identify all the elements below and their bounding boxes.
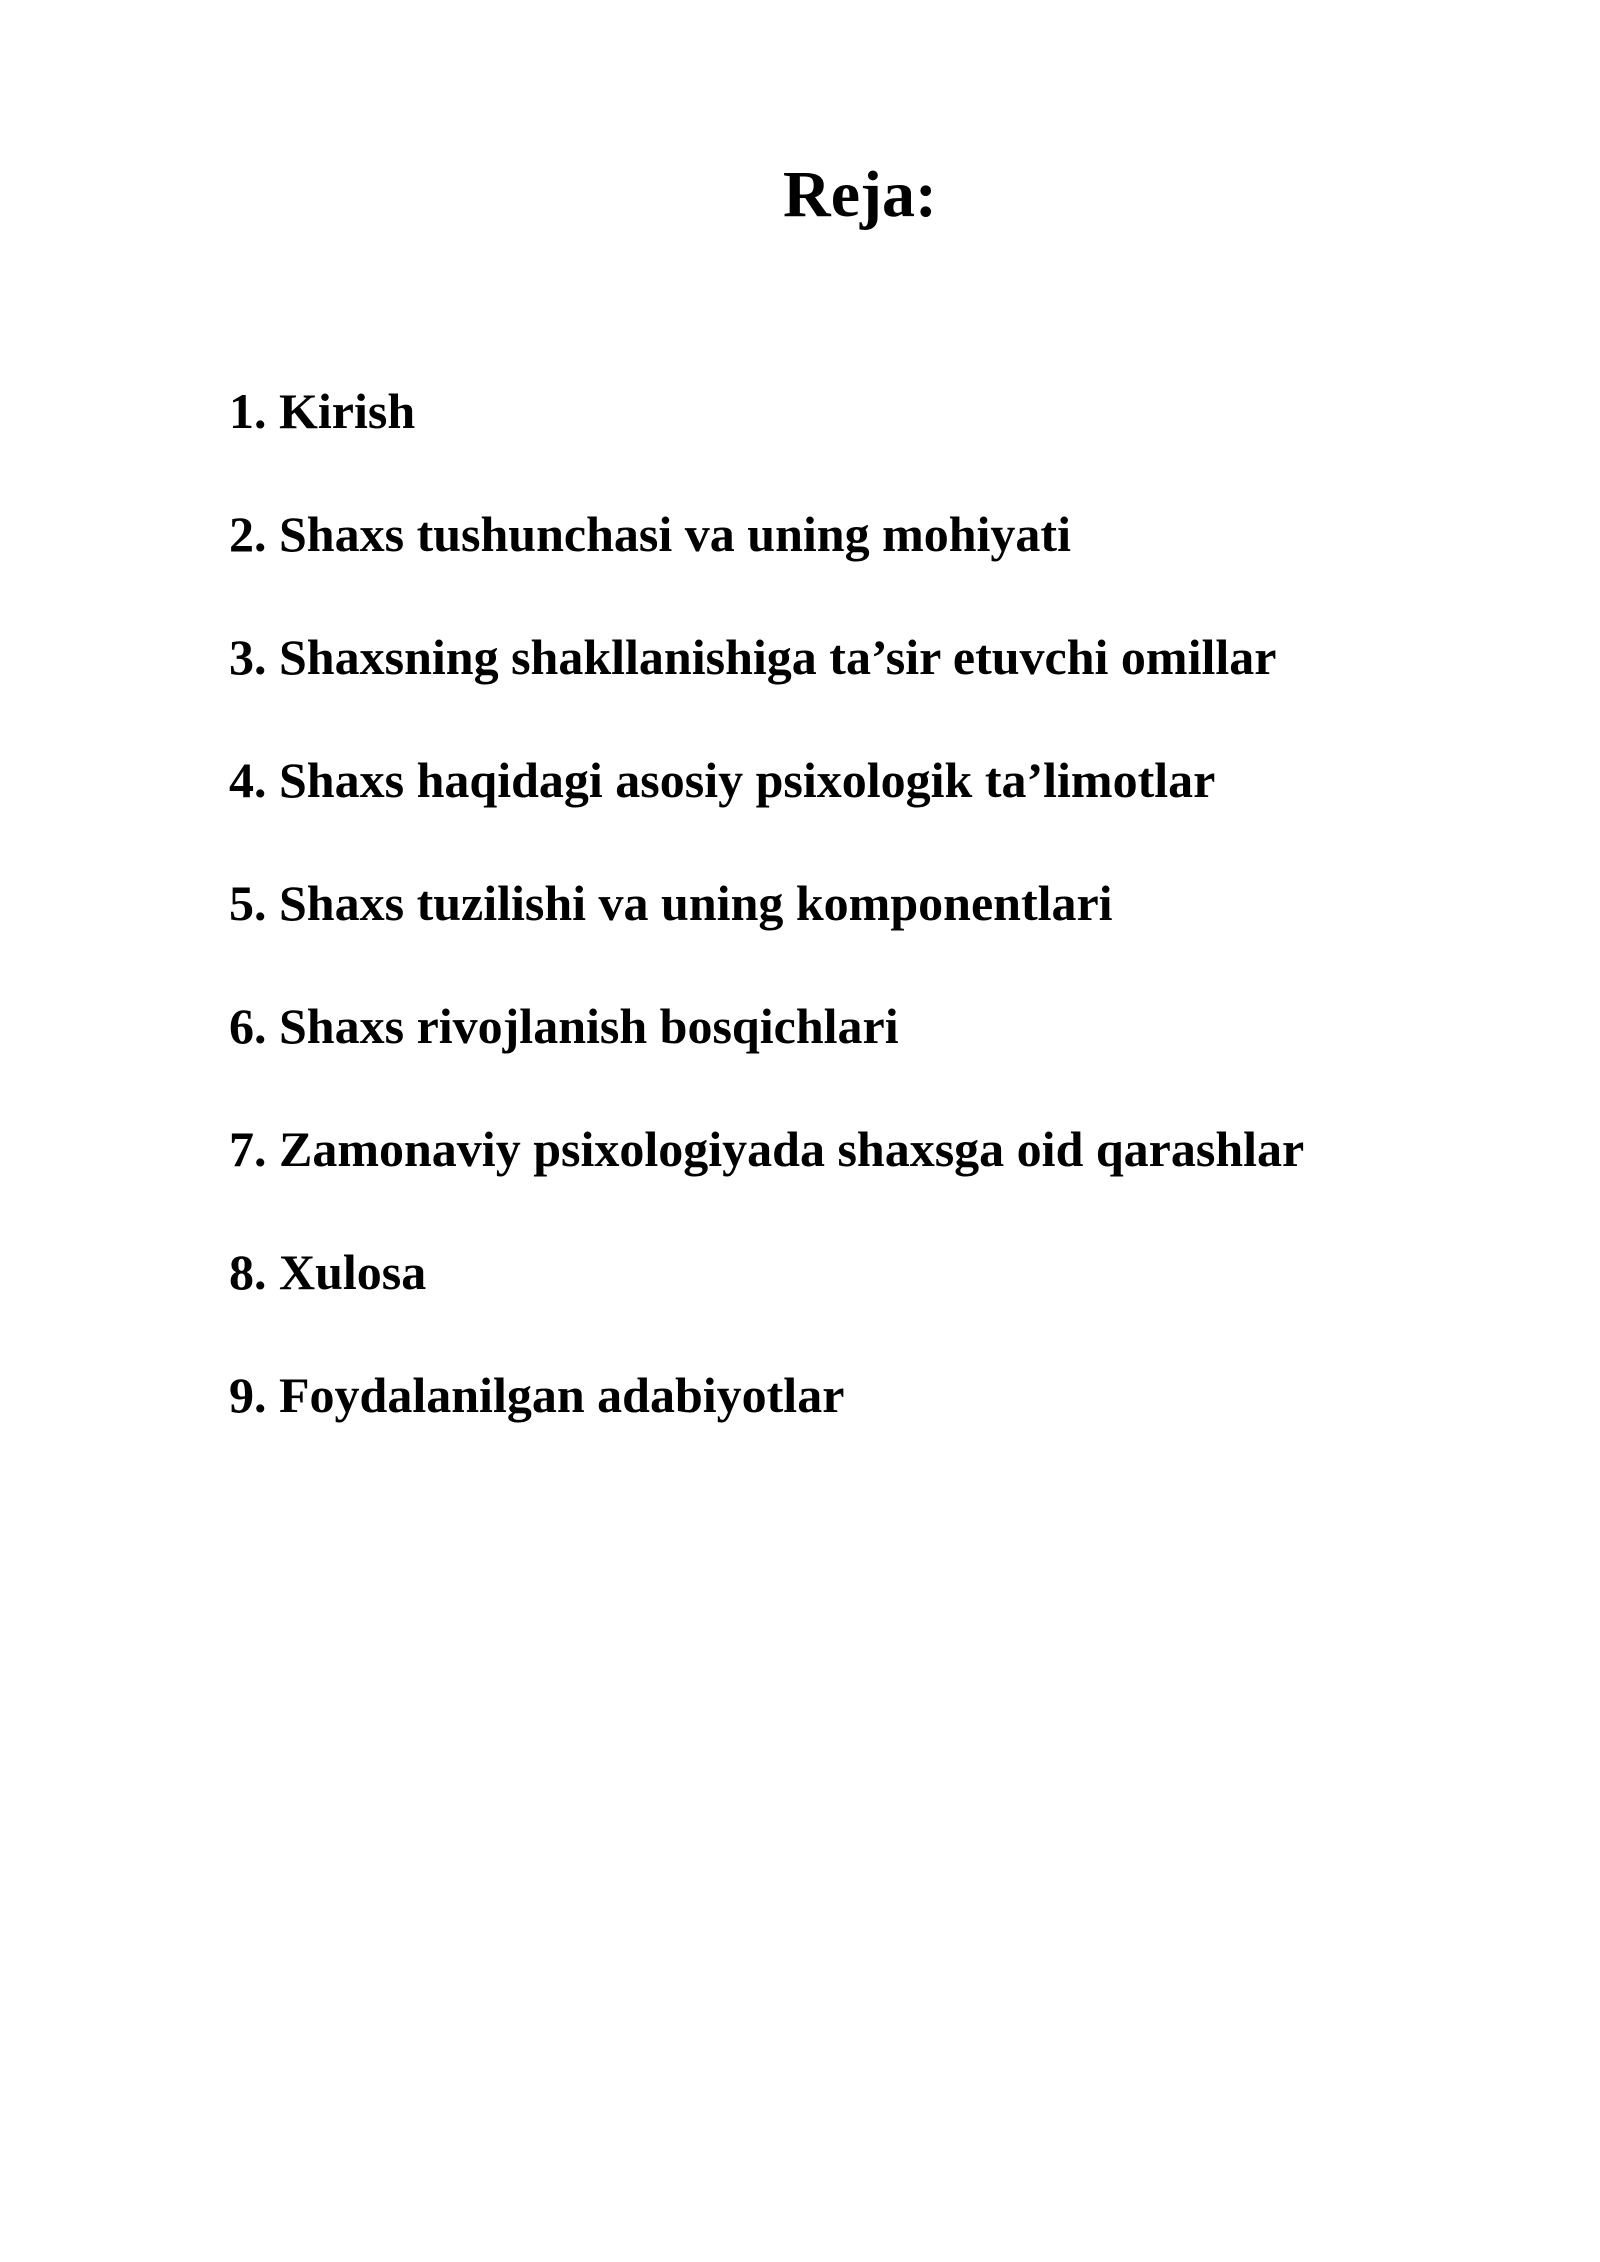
plan-item: 2. Shaxs tushunchasi va uning mohiyati bbox=[229, 506, 1071, 562]
plan-item: 1. Kirish bbox=[229, 383, 416, 439]
plan-item: 4. Shaxs haqidagi asosiy psixologik ta’limotlar bbox=[229, 752, 1216, 808]
plan-item: 7. Zamonaviy psixologiyada shaxsga oid qarashlar bbox=[229, 1121, 1305, 1177]
plan-item: 5. Shaxs tuzilishi va uning komponentlari bbox=[229, 875, 1113, 931]
plan-item: 6. Shaxs rivojlanish bosqichlari bbox=[229, 998, 899, 1054]
plan-list bbox=[229, 380, 1304, 1487]
page-title: Reja: bbox=[783, 158, 937, 231]
plan-item: 9. Foydalanilgan adabiyotlar bbox=[229, 1367, 845, 1423]
plan-item: 3. Shaxsning shakllanishiga ta’sir etuvchi omillar bbox=[229, 629, 1277, 685]
plan-item: 8. Xulosa bbox=[229, 1244, 427, 1300]
